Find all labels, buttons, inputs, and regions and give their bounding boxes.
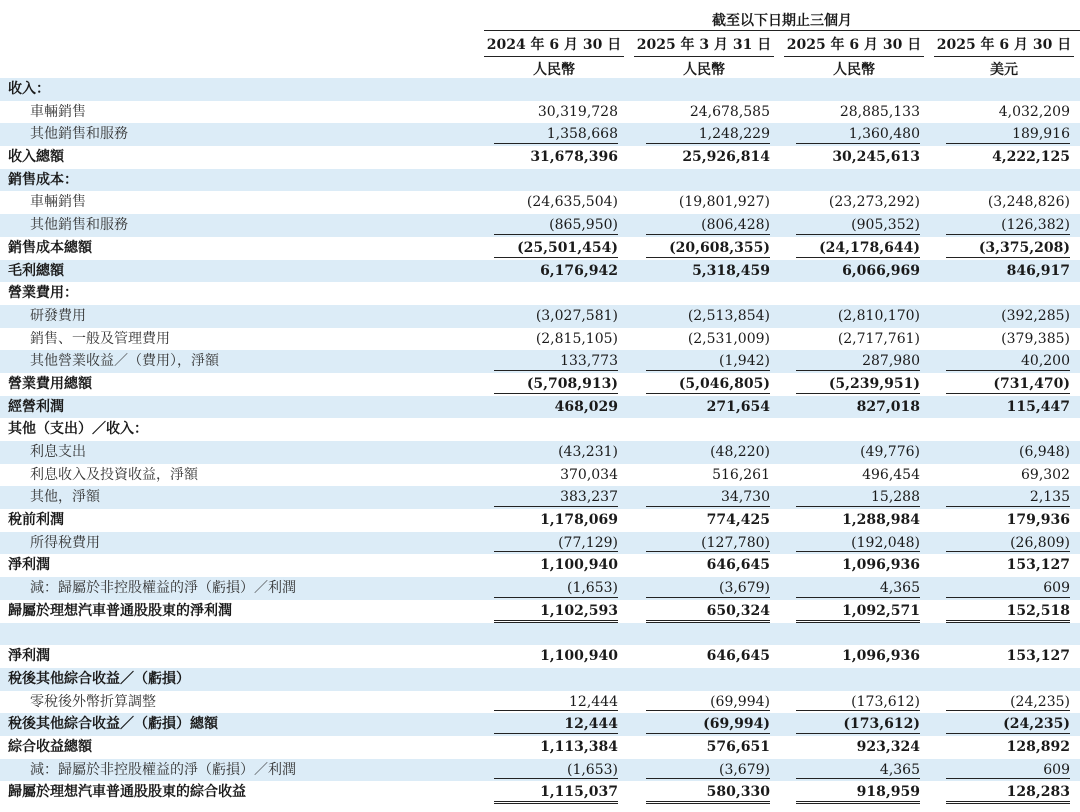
table-row bbox=[0, 645, 1080, 668]
column-date: 2025 年 3 月 31 日 bbox=[634, 34, 774, 57]
value-cell: (2,810,170) bbox=[837, 307, 920, 324]
table-row bbox=[0, 668, 1080, 691]
row-label: 利息收入及投資收益，淨額 bbox=[30, 466, 198, 483]
value-cell: 774,425 bbox=[706, 512, 770, 529]
column-date: 2024 年 6 月 30 日 bbox=[484, 34, 624, 57]
value-cell: (5,239,951) bbox=[790, 373, 920, 396]
period-rule bbox=[484, 30, 1080, 31]
table-row bbox=[0, 691, 1080, 714]
row-label: 淨利潤 bbox=[8, 557, 50, 574]
row-label: 營業費用總額 bbox=[8, 375, 92, 392]
table-row bbox=[0, 78, 1080, 101]
value-cell: 580,330 bbox=[640, 781, 770, 804]
value-cell: 923,324 bbox=[856, 738, 920, 755]
column-header bbox=[784, 34, 924, 79]
period-heading: 截至以下日期止三個月 bbox=[712, 13, 852, 29]
value-cell: 576,651 bbox=[706, 738, 770, 755]
value-cell: 646,645 bbox=[706, 648, 770, 665]
value-cell: 12,444 bbox=[488, 713, 618, 736]
value-cell: (865,950) bbox=[488, 214, 618, 237]
table-row bbox=[0, 464, 1080, 487]
column-header bbox=[934, 34, 1074, 79]
value-cell: (173,612) bbox=[790, 713, 920, 736]
table-row bbox=[0, 305, 1080, 328]
row-label: 其他銷售和服務 bbox=[30, 126, 128, 143]
value-cell: 370,034 bbox=[560, 466, 618, 483]
value-cell: (2,815,105) bbox=[535, 330, 618, 347]
value-cell: (192,048) bbox=[790, 532, 920, 555]
value-cell: 646,645 bbox=[706, 557, 770, 574]
value-cell: 25,926,814 bbox=[682, 149, 770, 166]
value-cell: 133,773 bbox=[488, 350, 618, 373]
value-cell: 1,100,940 bbox=[540, 557, 618, 574]
value-cell: 128,283 bbox=[940, 781, 1070, 804]
table-row bbox=[0, 169, 1080, 192]
value-cell: (26,809) bbox=[940, 532, 1070, 555]
row-label: 其他，淨額 bbox=[30, 489, 100, 506]
table-row bbox=[0, 350, 1080, 373]
value-cell: 28,885,133 bbox=[839, 103, 920, 120]
value-cell: 496,454 bbox=[862, 466, 920, 483]
column-date: 2025 年 6 月 30 日 bbox=[934, 34, 1074, 57]
value-cell: 153,127 bbox=[1006, 648, 1070, 665]
value-cell: 2,135 bbox=[940, 486, 1070, 509]
value-cell: (126,382) bbox=[940, 214, 1070, 237]
value-cell: 383,237 bbox=[488, 486, 618, 509]
column-currency: 美元 bbox=[990, 62, 1018, 78]
value-cell: 34,730 bbox=[640, 486, 770, 509]
value-cell: 1,096,936 bbox=[842, 557, 920, 574]
row-label: 所得稅費用 bbox=[30, 534, 100, 551]
value-cell: (1,942) bbox=[640, 350, 770, 373]
value-cell: 271,654 bbox=[706, 398, 770, 415]
row-label: 稅後其他綜合收益／（虧損） bbox=[8, 670, 190, 687]
table-row bbox=[0, 554, 1080, 577]
value-cell: (24,635,504) bbox=[526, 194, 618, 211]
value-cell: 1,358,668 bbox=[488, 123, 618, 146]
table-row bbox=[0, 781, 1080, 804]
value-cell: 4,032,209 bbox=[998, 103, 1070, 120]
value-cell: (48,220) bbox=[710, 444, 770, 460]
value-cell: (19,801,927) bbox=[678, 194, 770, 211]
table-row bbox=[0, 373, 1080, 396]
row-label: 銷售、一般及管理費用 bbox=[30, 330, 170, 347]
column-currency: 人民幣 bbox=[533, 62, 575, 78]
table-row bbox=[0, 123, 1080, 146]
row-label: 其他銷售和服務 bbox=[30, 217, 128, 234]
value-cell: 15,288 bbox=[790, 486, 920, 509]
value-cell: (2,513,854) bbox=[687, 307, 770, 324]
column-date: 2025 年 6 月 30 日 bbox=[784, 34, 924, 57]
value-cell: (23,273,292) bbox=[828, 194, 920, 211]
row-label: 稅前利潤 bbox=[8, 512, 64, 529]
table-row bbox=[0, 577, 1080, 600]
value-cell: (905,352) bbox=[790, 214, 920, 237]
value-cell: 6,176,942 bbox=[540, 262, 618, 279]
value-cell: 846,917 bbox=[1006, 262, 1070, 279]
column-currency: 人民幣 bbox=[833, 62, 875, 78]
table-row bbox=[0, 237, 1080, 260]
value-cell: 4,222,125 bbox=[992, 149, 1070, 166]
value-cell: 69,302 bbox=[1021, 466, 1070, 483]
column-header bbox=[634, 34, 774, 79]
value-cell: (5,046,805) bbox=[640, 373, 770, 396]
row-label: 利息支出 bbox=[30, 444, 86, 460]
table-row bbox=[0, 532, 1080, 555]
row-label: 收入： bbox=[8, 81, 50, 97]
row-label: 毛利總額 bbox=[8, 262, 64, 279]
value-cell: 1,096,936 bbox=[842, 648, 920, 665]
row-label: 車輛銷售 bbox=[30, 103, 86, 120]
value-cell: (24,235) bbox=[940, 713, 1070, 736]
value-cell: 189,916 bbox=[940, 123, 1070, 146]
value-cell: 115,447 bbox=[1006, 398, 1070, 415]
row-label: 歸屬於理想汽車普通股股東的綜合收益 bbox=[8, 784, 246, 801]
value-cell: 152,518 bbox=[940, 600, 1070, 623]
row-label: 減：歸屬於非控股權益的淨（虧損）／利潤 bbox=[30, 761, 296, 778]
table-row bbox=[0, 509, 1080, 532]
value-cell: (69,994) bbox=[640, 691, 770, 714]
value-cell: (24,178,644) bbox=[790, 237, 920, 260]
value-cell: 179,936 bbox=[1006, 512, 1070, 529]
value-cell: 1,178,069 bbox=[540, 512, 618, 529]
value-cell: (3,248,826) bbox=[987, 194, 1070, 211]
value-cell: (77,129) bbox=[488, 532, 618, 555]
value-cell: 1,360,480 bbox=[790, 123, 920, 146]
value-cell: 128,892 bbox=[1006, 738, 1070, 755]
table-row bbox=[0, 146, 1080, 169]
table-row bbox=[0, 260, 1080, 283]
value-cell: 31,678,396 bbox=[530, 149, 618, 166]
value-cell: (6,948) bbox=[1018, 444, 1070, 460]
table-row bbox=[0, 418, 1080, 441]
row-label: 零稅後外幣折算調整 bbox=[30, 693, 156, 710]
table-row bbox=[0, 600, 1080, 623]
value-cell: 1,113,384 bbox=[540, 738, 618, 755]
row-label: 歸屬於理想汽車普通股股東的淨利潤 bbox=[8, 602, 232, 619]
table-row bbox=[0, 282, 1080, 305]
value-cell: (1,653) bbox=[488, 577, 618, 600]
table-row bbox=[0, 736, 1080, 759]
row-label: 研發費用 bbox=[30, 307, 86, 324]
value-cell: (806,428) bbox=[640, 214, 770, 237]
value-cell: (3,679) bbox=[640, 759, 770, 782]
value-cell: (1,653) bbox=[488, 759, 618, 782]
value-cell: (25,501,454) bbox=[488, 237, 618, 260]
table-row bbox=[0, 396, 1080, 419]
value-cell: (731,470) bbox=[940, 373, 1070, 396]
row-label: 銷售成本： bbox=[8, 171, 78, 188]
value-cell: (3,375,208) bbox=[940, 237, 1070, 260]
value-cell: 287,980 bbox=[790, 350, 920, 373]
value-cell: 4,365 bbox=[790, 577, 920, 600]
table-row bbox=[0, 623, 1080, 646]
value-cell: 516,261 bbox=[712, 466, 770, 483]
value-cell: 24,678,585 bbox=[689, 103, 770, 120]
row-label: 車輛銷售 bbox=[30, 194, 86, 211]
value-cell: (20,608,355) bbox=[640, 237, 770, 260]
row-label: 淨利潤 bbox=[8, 648, 50, 665]
row-label: 綜合收益總額 bbox=[8, 738, 92, 755]
value-cell: 5,318,459 bbox=[692, 262, 770, 279]
value-cell: 468,029 bbox=[554, 398, 618, 415]
row-label: 減：歸屬於非控股權益的淨（虧損）／利潤 bbox=[30, 580, 296, 597]
table-row bbox=[0, 759, 1080, 782]
income-statement-table bbox=[0, 78, 1080, 804]
value-cell: 609 bbox=[940, 759, 1070, 782]
value-cell: 30,319,728 bbox=[537, 103, 618, 120]
value-cell: (69,994) bbox=[640, 713, 770, 736]
value-cell: 918,959 bbox=[790, 781, 920, 804]
value-cell: 1,100,940 bbox=[540, 648, 618, 665]
table-row bbox=[0, 101, 1080, 124]
value-cell: (24,235) bbox=[940, 691, 1070, 714]
column-currency: 人民幣 bbox=[683, 62, 725, 78]
value-cell: 6,066,969 bbox=[842, 262, 920, 279]
table-row bbox=[0, 486, 1080, 509]
value-cell: (392,285) bbox=[1001, 307, 1070, 324]
table-row bbox=[0, 328, 1080, 351]
value-cell: 40,200 bbox=[940, 350, 1070, 373]
table-row bbox=[0, 214, 1080, 237]
table-header bbox=[0, 0, 1080, 78]
value-cell: (173,612) bbox=[790, 691, 920, 714]
table-row bbox=[0, 441, 1080, 464]
value-cell: (3,027,581) bbox=[535, 307, 618, 324]
value-cell: 30,245,613 bbox=[832, 149, 920, 166]
value-cell: 650,324 bbox=[640, 600, 770, 623]
value-cell: 609 bbox=[940, 577, 1070, 600]
value-cell: 153,127 bbox=[1006, 557, 1070, 574]
value-cell: 1,248,229 bbox=[640, 123, 770, 146]
table-row bbox=[0, 713, 1080, 736]
value-cell: (5,708,913) bbox=[488, 373, 618, 396]
value-cell: (49,776) bbox=[860, 444, 920, 460]
value-cell: 1,092,571 bbox=[790, 600, 920, 623]
row-label: 稅後其他綜合收益／（虧損）總額 bbox=[8, 716, 218, 733]
value-cell: 1,115,037 bbox=[488, 781, 618, 804]
value-cell: (43,231) bbox=[558, 444, 618, 460]
value-cell: 1,288,984 bbox=[842, 512, 920, 529]
value-cell: (2,717,761) bbox=[837, 330, 920, 347]
value-cell: (2,531,009) bbox=[687, 330, 770, 347]
value-cell: 1,102,593 bbox=[488, 600, 618, 623]
value-cell: 827,018 bbox=[856, 398, 920, 415]
column-header bbox=[484, 34, 624, 79]
row-label: 銷售成本總額 bbox=[8, 239, 92, 256]
value-cell: 12,444 bbox=[488, 691, 618, 714]
row-label: 經營利潤 bbox=[8, 398, 64, 415]
row-label: 營業費用： bbox=[8, 285, 78, 302]
row-label: 其他營業收益／（費用），淨額 bbox=[30, 353, 219, 370]
table-row bbox=[0, 191, 1080, 214]
value-cell: (127,780) bbox=[640, 532, 770, 555]
value-cell: (379,385) bbox=[1001, 330, 1070, 347]
value-cell: 4,365 bbox=[790, 759, 920, 782]
row-label: 收入總額 bbox=[8, 149, 64, 166]
value-cell: (3,679) bbox=[640, 577, 770, 600]
row-label: 其他（支出）／收入： bbox=[8, 421, 148, 438]
